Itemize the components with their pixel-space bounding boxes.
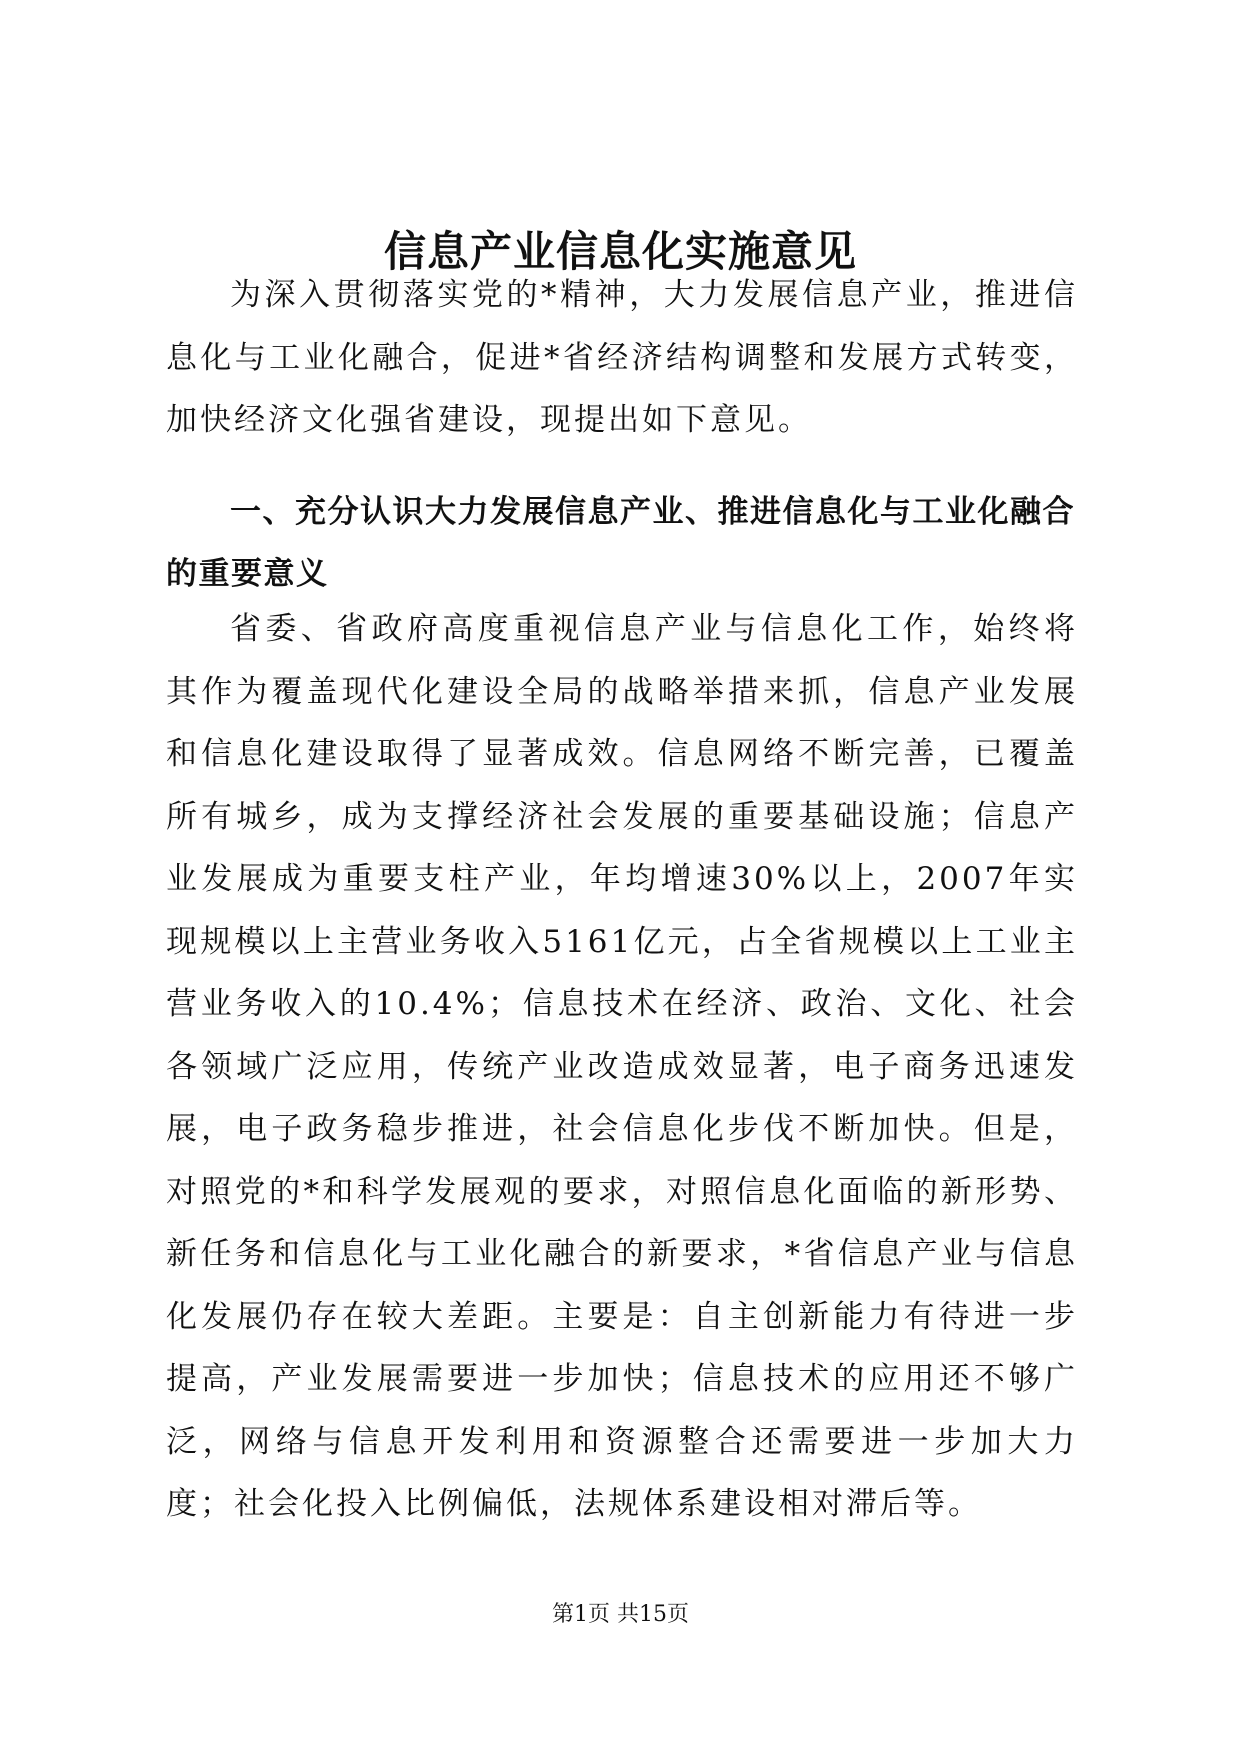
intro-paragraph: 为深入贯彻落实党的*精神，大力发展信息产业，推进信息化与工业化融合，促进*省经济结构调整和发展方式转变，加快经济文化强省建设，现提出如下意见。 bbox=[166, 277, 1078, 438]
page-number-footer: 第1页 共15页 bbox=[552, 1602, 689, 1627]
section-heading: 一、充分认识大力发展信息产业、推进信息化与工业化融合的重要意义 bbox=[166, 494, 1075, 592]
section-paragraph: 省委、省政府高度重视信息产业与信息化工作，始终将其作为覆盖现代化建设全局的战略举措来抓，信息产业发展和信息化建设取得了显著成效。信息网络不断完善，已覆盖所有城乡，成为支撑经济社会发展的重要基础设施；信息产业发展成为重要支柱产业，年均增速30%以上，2007年实现规模以上主营业务收入5161亿元，占全省规模以上工业主营业务收入的10.4%；信息技术在经济、政治、文化、社会各领域广泛应用，传统产业改造成效显著，电子商务迅速发展，电子政务稳步推进，社会信息化步伐不断加快。但是，对照党的*和科学发展观的要求，对照信息化面临的新形势、新任务和信息化与工业化融合的新要求，*省信息产业与信息化发展仍存在较大差距。主要是：自主创新能力有待进一步提高，产业发展需要进一步加快；信息技术的应用还不够广泛，网络与信息开发利用和资源整合还需要进一步加大力度；社会化投入比例偏低，法规体系建设相对滞后等。 bbox=[166, 611, 1078, 1522]
document-title: 信息产业信息化实施意见 bbox=[383, 227, 857, 276]
